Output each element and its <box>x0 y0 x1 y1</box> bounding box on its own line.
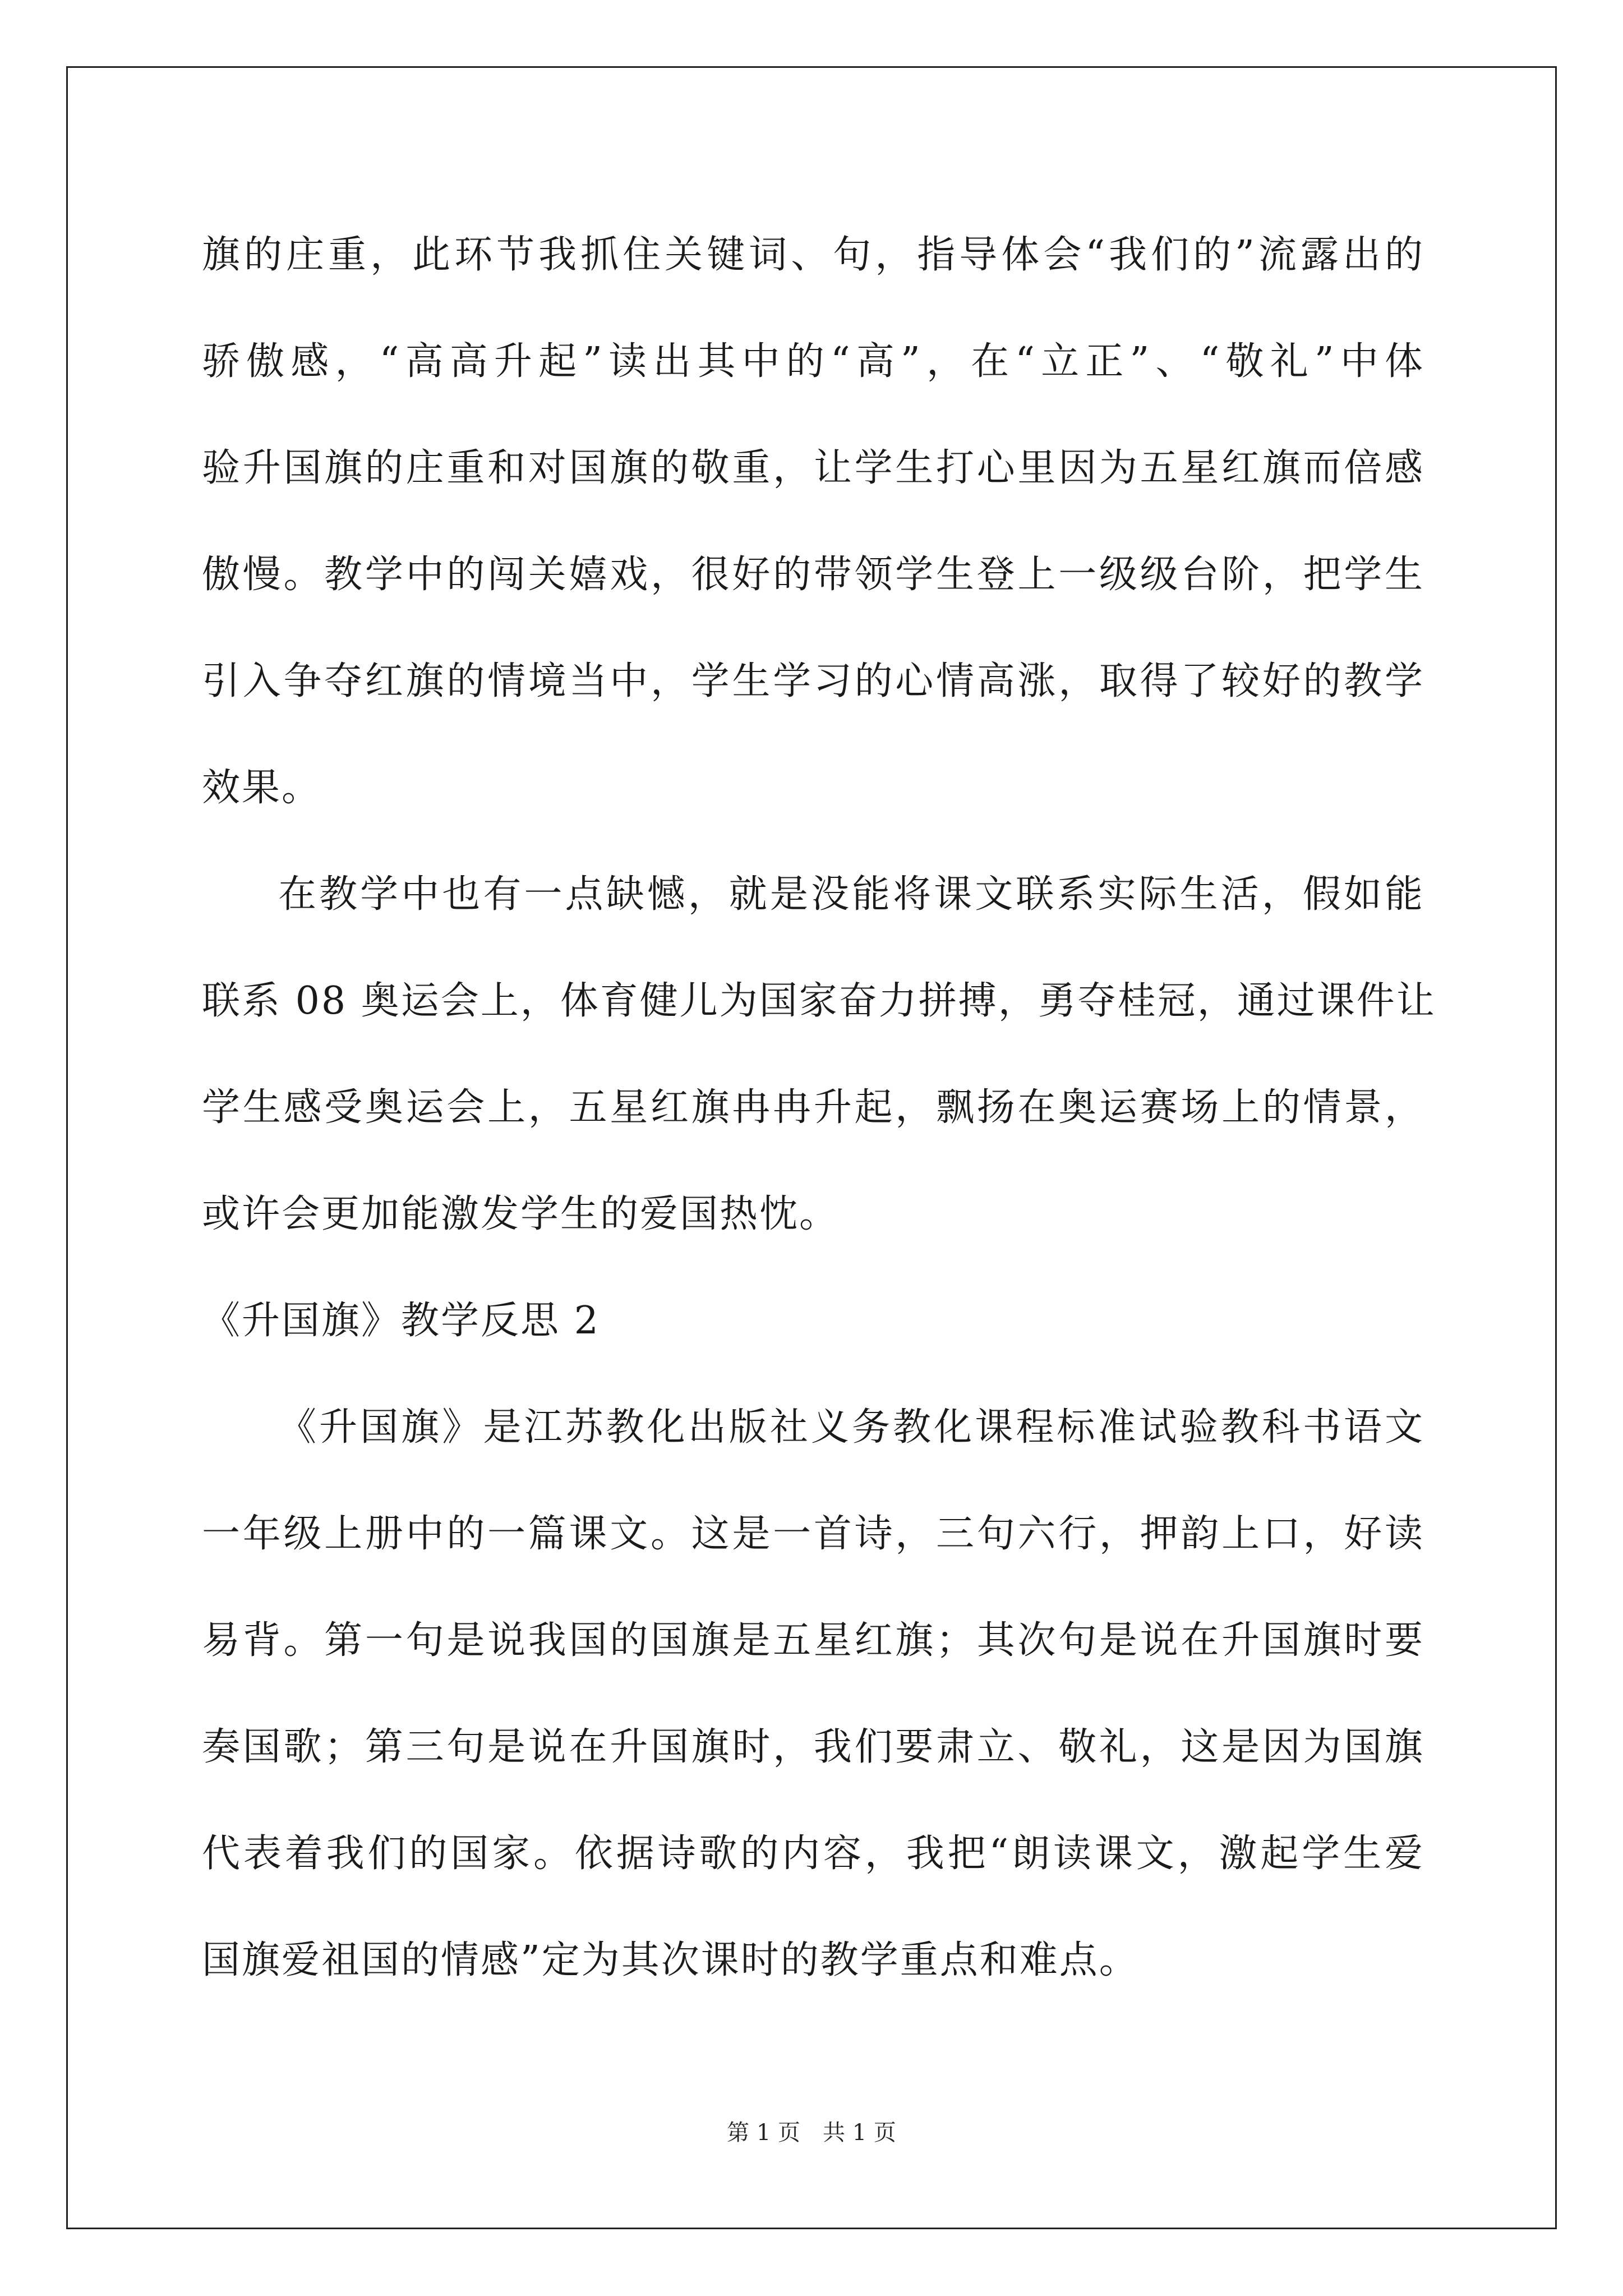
text-line: 国旗爱祖国的情感”定为其次课时的教学重点和难点。 <box>202 1938 1139 1982</box>
section-heading: 《升国旗》教学反思 2 <box>202 1299 600 1343</box>
text-line: 验升国旗的庄重和对国旗的敬重，让学生打心里因为五星红旗而倍感 <box>202 446 1424 490</box>
text-line: 或许会更加能激发学生的爱国热忱。 <box>202 1192 840 1236</box>
text-line: 联系 08 奥运会上，体育健儿为国家奋力拼搏，勇夺桂冠，通过课件让 <box>202 979 1436 1023</box>
text-line: 学生感受奥运会上，五星红旗冉冉升起，飘扬在奥运赛场上的情景， <box>202 1085 1424 1130</box>
text-line: 一年级上册中的一篇课文。这是一首诗，三句六行，押韵上口，好读 <box>202 1512 1424 1556</box>
text-line: 易背。第一句是说我国的国旗是五星红旗；其次句是说在升国旗时要 <box>202 1618 1424 1663</box>
text-line: 在教学中也有一点缺憾，就是没能将课文联系实际生活，假如能 <box>278 872 1424 917</box>
text-line: 傲慢。教学中的闯关嬉戏，很好的带领学生登上一级级台阶，把学生 <box>202 553 1424 597</box>
text-line: 旗的庄重，此环节我抓住关键词、句，指导体会“我们的”流露出的 <box>202 233 1424 277</box>
paragraph-1 <box>202 202 1424 841</box>
text-line: 《升国旗》是江苏教化出版社义务教化课程标准试验教科书语文 <box>278 1405 1424 1450</box>
text-line: 代表着我们的国家。依据诗歌的内容，我把“朗读课文，激起学生爱 <box>202 1832 1424 1876</box>
document-body <box>202 202 1436 2014</box>
page-total: 共 1 页 <box>823 2120 896 2146</box>
paragraph-3 <box>202 1374 1424 2014</box>
text-line: 引入争夺红旗的情境当中，学生学习的心情高涨，取得了较好的教学 <box>202 659 1424 703</box>
text-line: 奏国歌；第三句是说在升国旗时，我们要肃立、敬礼，这是因为国旗 <box>202 1725 1424 1769</box>
page-footer <box>0 2115 1623 2147</box>
page-number: 第 1 页 <box>727 2120 800 2146</box>
text-line: 效果。 <box>202 766 322 810</box>
text-line: 骄傲感，“高高升起”读出其中的“高”，在“立正”、“敬礼”中体 <box>202 339 1424 384</box>
paragraph-2 <box>202 841 1436 1268</box>
